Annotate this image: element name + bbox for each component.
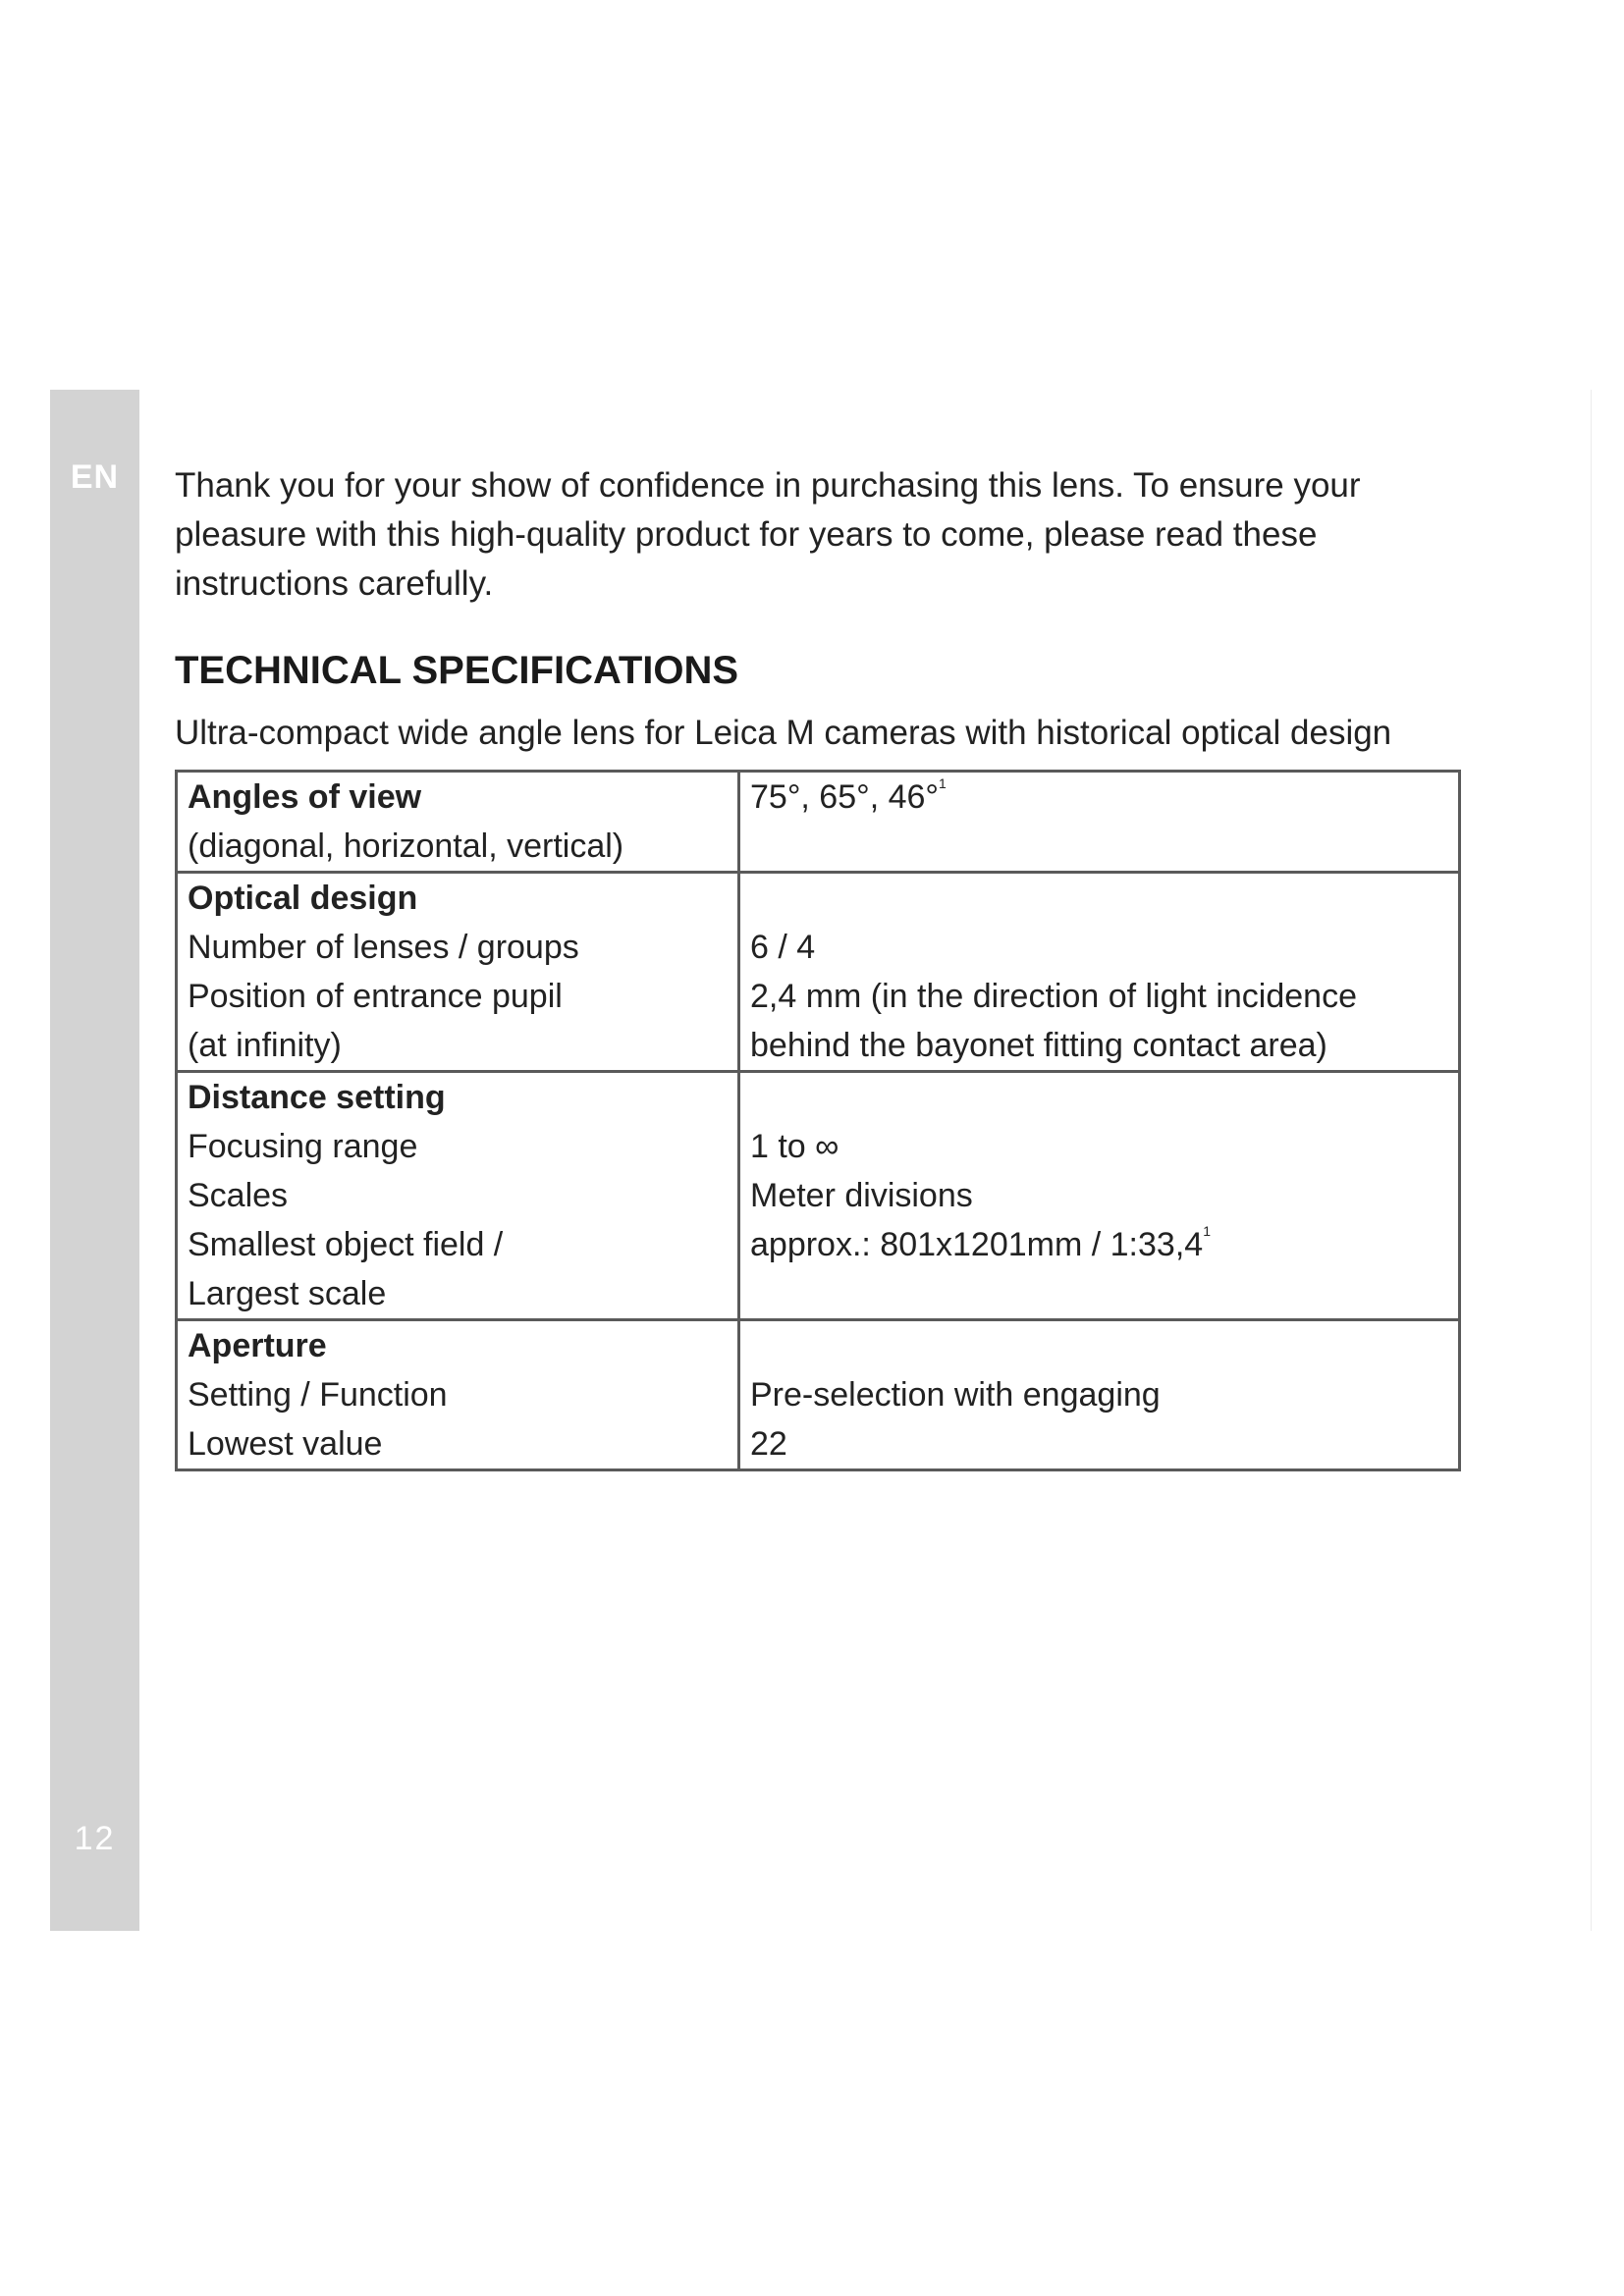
intro-paragraph: Thank you for your show of confidence in purchasing this lens. To ensure your pleasure with this high-quality product for years to come, please read these instructions carefully. [175, 466, 1361, 603]
distance-value-focusing: 1 to ∞ [750, 1128, 839, 1165]
angles-value-line [750, 773, 1448, 822]
distance-label-scale: Largest scale [188, 1275, 387, 1312]
angles-title: Angles of view [188, 778, 422, 816]
distance-footnote: 1 [1203, 1223, 1211, 1239]
optical-label-lenses: Number of lenses / groups [188, 929, 579, 966]
aperture-label-cell [177, 1320, 739, 1470]
optical-label-infinity: (at infinity) [188, 1027, 342, 1064]
optical-title: Optical design [188, 880, 418, 917]
distance-value-scales: Meter divisions [750, 1177, 973, 1214]
optical-value-cell [739, 873, 1460, 1072]
aperture-value-lowest: 22 [750, 1425, 787, 1463]
distance-label-cell [177, 1072, 739, 1320]
distance-value-field: approx.: 801x1201mm / 1:33,4 [750, 1226, 1204, 1263]
page-number: 12 [74, 1820, 116, 1857]
distance-label-field: Smallest object field / [188, 1226, 504, 1263]
distance-title: Distance setting [188, 1079, 446, 1116]
distance-label-scales: Scales [188, 1177, 289, 1214]
optical-label-cell [177, 873, 739, 1072]
aperture-label-setting: Setting / Function [188, 1376, 448, 1414]
side-bar [50, 390, 139, 1931]
distance-value-cell [739, 1072, 1460, 1320]
aperture-value-cell [739, 1320, 1460, 1470]
right-margin-rule [1591, 390, 1592, 1931]
angles-value: 75°, 65°, 46° [750, 778, 940, 816]
angles-footnote: 1 [939, 775, 947, 791]
spec-table [175, 770, 1461, 1471]
distance-label-focusing: Focusing range [188, 1128, 418, 1165]
optical-value-pupil: 2,4 mm (in the direction of light incidence [750, 978, 1357, 1015]
angles-sub: (diagonal, horizontal, vertical) [188, 828, 624, 865]
distance-value-field-line [750, 1220, 1448, 1269]
angles-value-cell [739, 772, 1460, 873]
angles-label-cell [177, 772, 739, 873]
optical-label-pupil: Position of entrance pupil [188, 978, 563, 1015]
language-label: EN [70, 458, 120, 496]
page-content [175, 461, 1471, 1471]
table-row-distance [177, 1072, 1460, 1320]
table-row-angles [177, 772, 1460, 873]
aperture-label-lowest: Lowest value [188, 1425, 383, 1463]
aperture-value-setting: Pre-selection with engaging [750, 1376, 1161, 1414]
section-heading: TECHNICAL SPECIFICATIONS [175, 649, 739, 692]
aperture-title: Aperture [188, 1327, 327, 1364]
section-subtitle: Ultra-compact wide angle lens for Leica M cameras with historical optical design [175, 714, 1392, 752]
table-row-optical [177, 873, 1460, 1072]
table-row-aperture [177, 1320, 1460, 1470]
optical-value-lenses: 6 / 4 [750, 929, 816, 966]
optical-value-pupil-cont: behind the bayonet fitting contact area) [750, 1027, 1327, 1064]
